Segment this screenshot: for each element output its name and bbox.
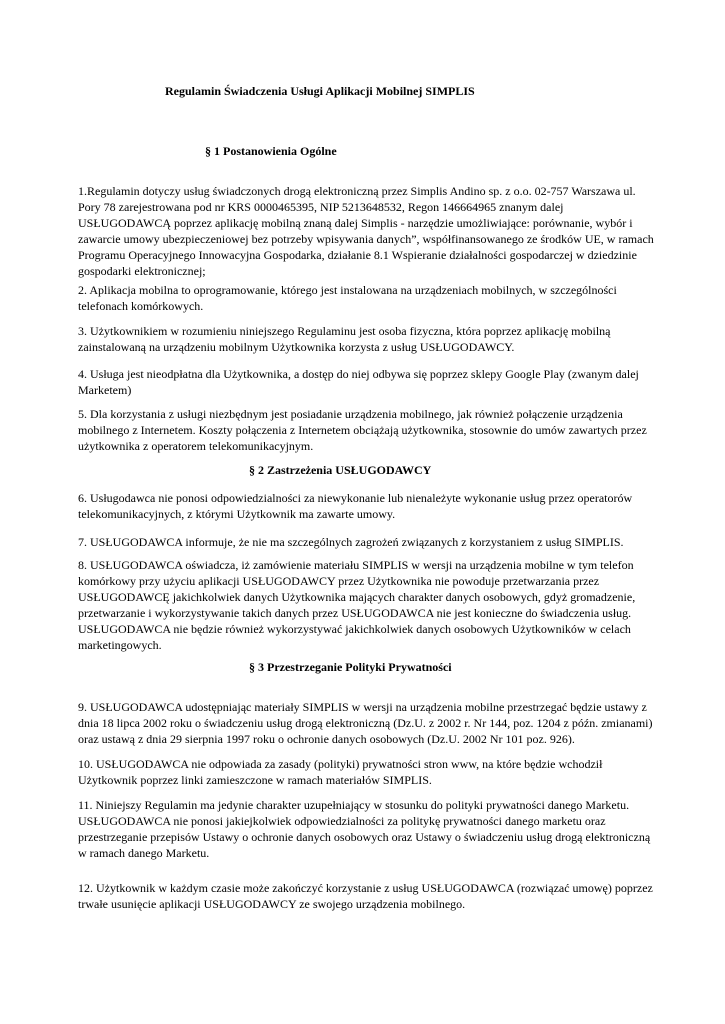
document-title: Regulamin Świadczenia Usługi Aplikacji Mobilnej SIMPLIS [165,84,475,98]
paragraph-5: 5. Dla korzystania z usługi niezbędnym jest posiadanie urządzenia mobilnego, jak również połączenie urządzenia mobilnego z Internetem. Koszty połączenia z Internetem obciążają użytkownika, stosownie do umów zawartych przez użytkownika z operatorem telekomunikacyjnym. [78,407,647,453]
section-heading-3: § 3 Przestrzeganie Polityki Prywatności [249,660,452,674]
paragraph-8: 8. USŁUGODAWCA oświadcza, iż zamówienie materiału SIMPLIS w wersji na urządzenia mobilne w tym telefon komórkowy przy użyciu aplikacji USŁUGODAWCY przez Użytkownika nie powoduje przetwarzania przez USŁUGODAWCĘ jakichkolwiek danych Użytkownika mających charakter danych osobowych, gdyż gromadzenie, przetwarzanie i wykorzystywanie takich danych przez USŁUGODAWCA nie jest konieczne do świadczenia usług. USŁUGODAWCA nie będzie również wykorzystywać jakichkolwiek danych osobowych Użytkowników w celach marketingowych. [78,558,636,652]
paragraph-1: 1.Regulamin dotyczy usług świadczonych drogą elektroniczną przez Simplis Andino sp. z o.o. 02-757 Warszawa ul. Pory 78 zarejestrowana pod nr KRS 0000465395, NIP 5213648532, Regon 146664965 znanym dalej USŁUGODAWCĄ poprzez aplikację mobilną znaną dalej Simplis - narzędzie umożliwiające: porównanie, wybór i zawarcie umowy ubezpieczeniowej bez potrzeby wpisywania danych”, współfinansowanego ze środków UE, w ramach Programu Operacyjnego Innowacyjna Gospodarka, działanie 8.1 Wspieranie działalności gospodarczej w dziedzinie gospodarki elektronicznej; [78,184,654,278]
paragraph-6: 6. Usługodawca nie ponosi odpowiedzialności za niewykonanie lub nienależyte wykonanie usług przez operatorów telekomunikacyjnych, z którymi Użytkownik ma zawarte umowy. [78,491,633,521]
paragraph-12: 12. Użytkownik w każdym czasie może zakończyć korzystanie z usług USŁUGODAWCA (rozwiązać umowę) poprzez trwałe usunięcie aplikacji USŁUGODAWCY ze swojego urządzenia mobilnego. [78,881,653,911]
paragraph-7: 7. USŁUGODAWCA informuje, że nie ma szczególnych zagrożeń związanych z korzystaniem z usług SIMPLIS. [78,535,624,549]
section-heading-1: § 1 Postanowienia Ogólne [205,144,337,158]
paragraph-2: 2. Aplikacja mobilna to oprogramowanie, którego jest instalowana na urządzeniach mobilnych, w szczególności telefonach komórkowych. [78,283,617,313]
section-heading-2: § 2 Zastrzeżenia USŁUGODAWCY [249,463,432,477]
paragraph-3: 3. Użytkownikiem w rozumieniu niniejszego Regulaminu jest osoba fizyczna, która poprzez aplikację mobilną zainstalowaną na urządzeniu mobilnym Użytkownika korzysta z usług USŁUGODAWCY. [78,324,611,354]
paragraph-10: 10. USŁUGODAWCA nie odpowiada za zasady (polityki) prywatności stron www, na które będzie wchodził Użytkownik poprzez linki zamieszczone w ramach materiałów SIMPLIS. [78,757,603,787]
paragraph-9: 9. USŁUGODAWCA udostępniając materiały SIMPLIS w wersji na urządzenia mobilne przestrzegać będzie ustawy z dnia 18 lipca 2002 roku o świadczeniu usług drogą elektroniczną (Dz.U. z 2002 r. Nr 144, poz. 1204 z późn. zmianami) oraz ustawą z dnia 29 sierpnia 1997 roku o ochronie danych osobowych (Dz.U. 2002 Nr 101 poz. 926). [78,700,653,746]
paragraph-4: 4. Usługa jest nieodpłatna dla Użytkownika, a dostęp do niej odbywa się poprzez sklepy Google Play (zwanym dalej Marketem) [78,367,639,397]
paragraph-11: 11. Niniejszy Regulamin ma jedynie charakter uzupełniający w stosunku do polityki prywatności danego Marketu. USŁUGODAWCA nie ponosi jakiejkolwiek odpowiedzialności za politykę prywatności danego marketu oraz przestrzeganie przepisów Ustawy o ochronie danych osobowych oraz Ustawy o świadczeniu usług drogą elektroniczną w ramach danego Marketu. [78,798,651,860]
